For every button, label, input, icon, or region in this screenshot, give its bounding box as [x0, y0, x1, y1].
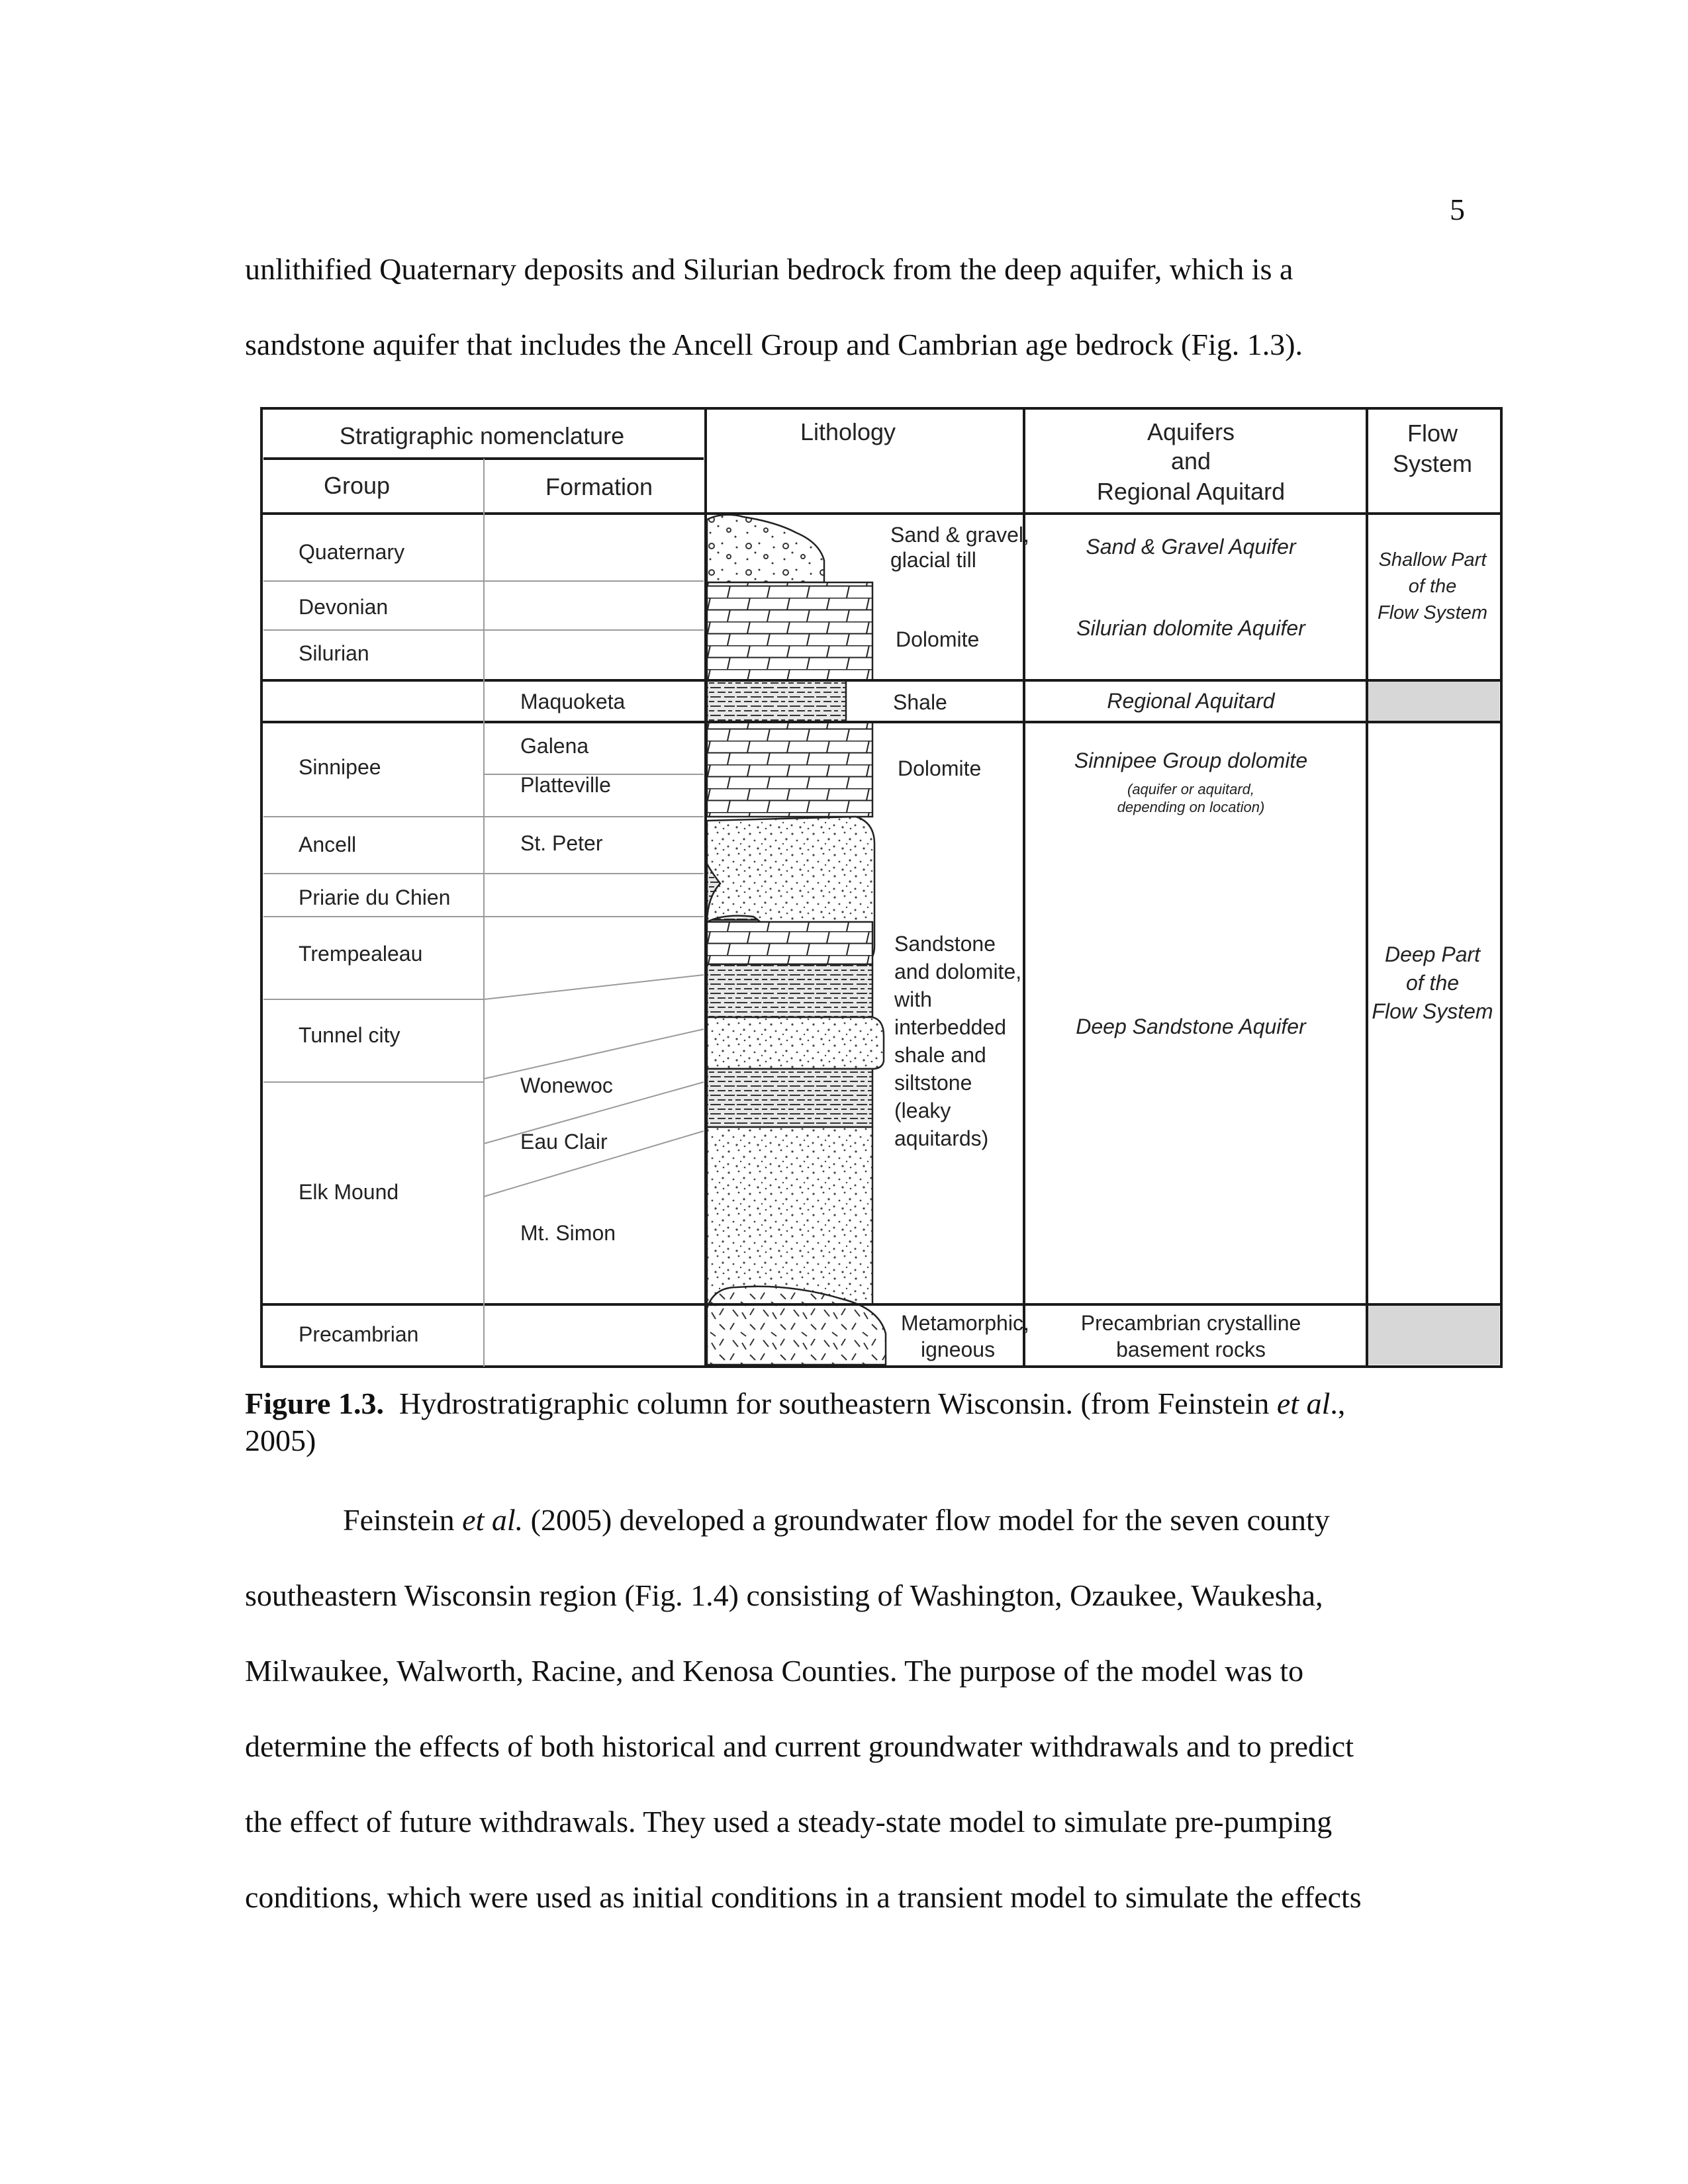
lithology-label: igneous [921, 1338, 996, 1361]
header-aquifers-2: and [1170, 447, 1211, 475]
group-label: Ancell [299, 833, 357, 856]
lithology-label: siltstone [894, 1071, 972, 1095]
aquifer-label: Sinnipee Group dolomite [1074, 749, 1308, 772]
aquifer-label: Precambrian crystalline [1080, 1311, 1301, 1335]
header-stratigraphic: Stratigraphic nomenclature [339, 422, 625, 449]
dolomite-upper-layer [707, 582, 872, 680]
formation-label: Wonewoc [520, 1073, 613, 1097]
caption-text: Hydrostratigraphic column for southeastern Wisconsin. (from Feinstein [399, 1387, 1277, 1420]
formation-label: St. Peter [520, 831, 603, 855]
lithology-label: glacial till [890, 548, 976, 572]
group-label: Trempealeau [299, 942, 423, 966]
text-span: Feinstein [343, 1503, 463, 1537]
caption-etal: et al [1276, 1387, 1331, 1420]
text-line: Milwaukee, Walworth, Racine, and Kenosa Counties. The purpose of the model was to [245, 1654, 1304, 1688]
aquifer-note: depending on location) [1117, 799, 1265, 815]
flow-label: Deep Part [1384, 942, 1481, 966]
lithology-label: and dolomite, [894, 960, 1022, 983]
formation-label: Mt. Simon [520, 1221, 616, 1245]
header-flow-2: System [1392, 450, 1473, 477]
text-italic: et al. [462, 1503, 524, 1537]
sand-gravel-layer [707, 515, 824, 582]
group-label: Priarie du Chien [299, 886, 451, 909]
aquifer-label: Regional Aquitard [1107, 689, 1275, 713]
flow-label: of the [1405, 971, 1460, 995]
mt-simon-sandstone [707, 1127, 872, 1304]
aquifer-label: Sand & Gravel Aquifer [1086, 535, 1296, 559]
shale-layer [707, 680, 846, 722]
group-label: Quaternary [299, 540, 405, 564]
page-number: 5 [1450, 193, 1465, 226]
eau-claire-shale [707, 1069, 872, 1127]
flow-label: Shallow Part [1378, 549, 1487, 570]
body-paragraph [245, 1482, 1503, 1935]
text-line: determine the effects of both historical and current groundwater withdrawals and to predict [245, 1729, 1354, 1763]
lithology-label: Metamorphic, [901, 1311, 1029, 1335]
text-line: southeastern Wisconsin region (Fig. 1.4) consisting of Washington, Ozaukee, Waukesha, [245, 1578, 1323, 1612]
lithology-label: shale and [894, 1043, 986, 1067]
flow-label: Flow System [1378, 602, 1487, 623]
lithology-label: Sandstone [894, 932, 996, 956]
text-span: (2005) developed a groundwater flow model for the seven county [523, 1503, 1330, 1537]
aquifer-label: Silurian dolomite Aquifer [1076, 616, 1305, 640]
aquifer-note: (aquifer or aquitard, [1127, 781, 1254, 797]
formation-label: Maquoketa [520, 690, 626, 713]
flow-label: of the [1408, 576, 1457, 597]
flow-shaded-cell [1367, 1304, 1499, 1365]
group-label: Devonian [299, 595, 389, 619]
lithology-label: aquitards) [894, 1126, 989, 1150]
header-lithology: Lithology [800, 418, 896, 445]
lithology-label: interbedded [894, 1015, 1007, 1039]
lithology-label: Dolomite [896, 627, 980, 651]
group-label: Tunnel city [299, 1023, 400, 1047]
header-group: Group [323, 472, 391, 499]
flow-label: Flow System [1372, 999, 1493, 1023]
aquifer-label: Deep Sandstone Aquifer [1076, 1015, 1306, 1038]
header-aquifers-1: Aquifers [1147, 418, 1235, 445]
lithology-column [707, 515, 886, 1365]
flow-shaded-cell [1367, 680, 1499, 722]
intro-paragraph [245, 232, 1503, 383]
group-label: Silurian [299, 641, 369, 665]
text-line: conditions, which were used as initial conditions in a transient model to simulate the effects [245, 1880, 1362, 1914]
formation-label: Galena [520, 734, 589, 758]
lithology-label: Shale [893, 690, 947, 714]
formation-label: Eau Clair [520, 1130, 608, 1154]
dolomite-lower-layer [707, 722, 872, 817]
text-line: the effect of future withdrawals. They used a steady-state model to simulate pre-pumping [245, 1805, 1333, 1839]
lithology-label: Dolomite [898, 756, 982, 780]
header-aquifers-3: Regional Aquitard [1096, 478, 1286, 505]
group-label: Elk Mound [299, 1180, 399, 1204]
text-line [245, 1482, 1503, 1558]
figure-caption [245, 1385, 1489, 1459]
header-formation: Formation [545, 473, 653, 500]
caption-year: 2005) [245, 1424, 316, 1457]
trempealeau-layer [707, 922, 872, 964]
caption-end: ., [1330, 1387, 1346, 1420]
text-line: sandstone aquifer that includes the Ancell Group and Cambrian age bedrock (Fig. 1.3). [245, 328, 1303, 361]
lithology-label: Sand & gravel, [890, 523, 1029, 547]
group-label: Sinnipee [299, 755, 381, 779]
aquifer-label: basement rocks [1116, 1338, 1266, 1361]
header-flow-1: Flow [1407, 420, 1458, 447]
formation-label: Platteville [520, 773, 611, 797]
tunnel-city-shale [707, 964, 872, 1017]
lithology-label: (leaky [894, 1099, 951, 1122]
caption-label: Figure 1.3. [245, 1387, 384, 1420]
group-label: Precambrian [299, 1322, 419, 1346]
sandstone-layer [707, 1017, 884, 1069]
hydrostratigraphic-figure [260, 407, 1503, 1368]
text-line: unlithified Quaternary deposits and Silurian bedrock from the deep aquifer, which is a [245, 252, 1293, 286]
lithology-label: with [894, 987, 932, 1011]
